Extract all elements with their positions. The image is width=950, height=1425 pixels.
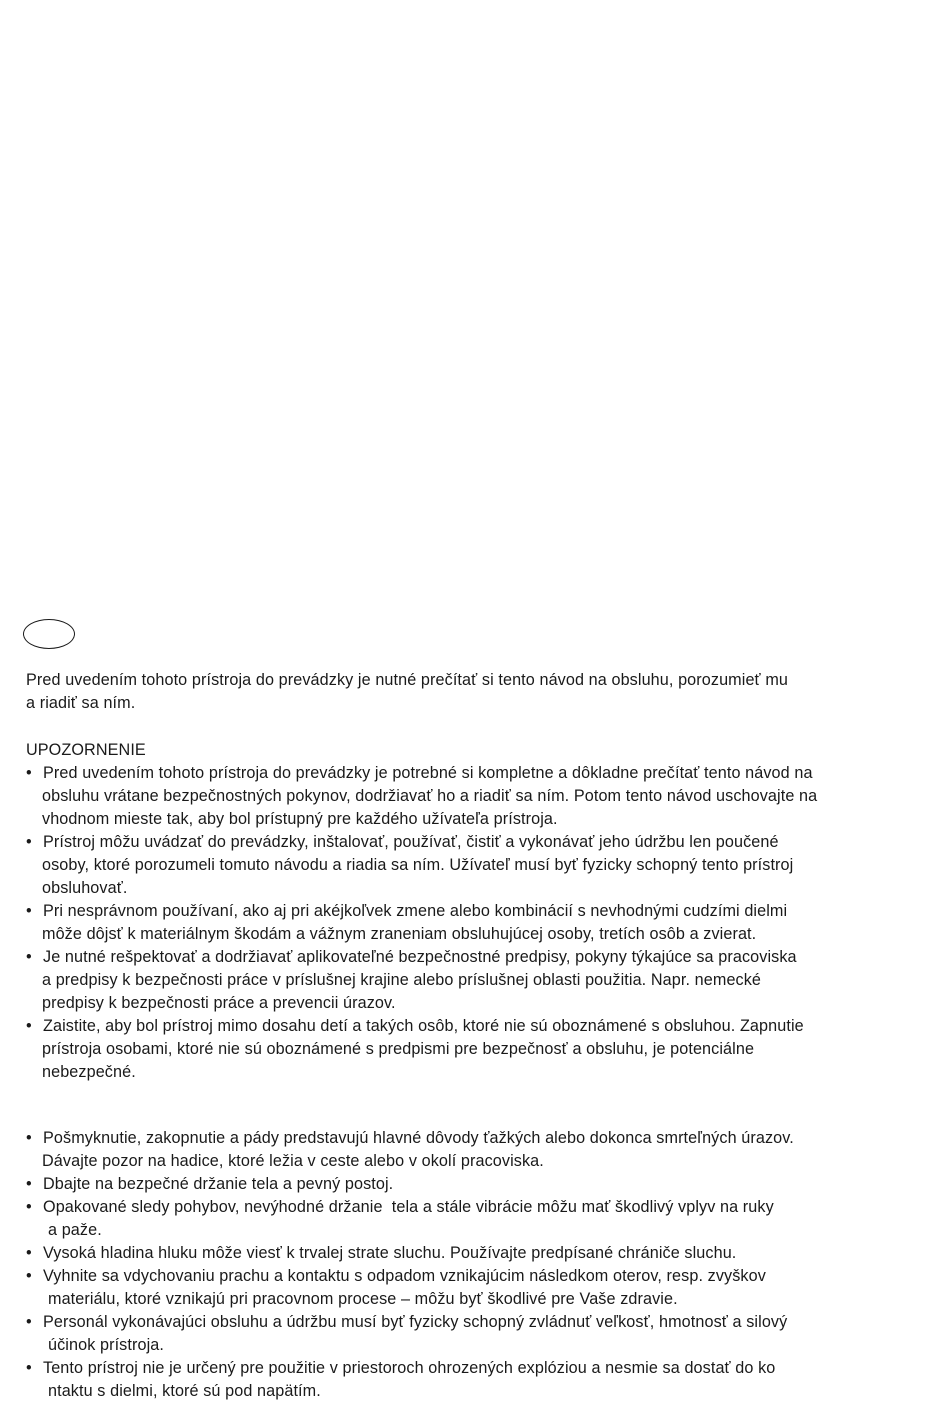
list-item-text: nebezpečné.	[42, 1063, 136, 1081]
list-item	[26, 900, 926, 946]
bullet: •	[26, 1129, 32, 1147]
section-heading: UPOZORNENIE	[26, 741, 146, 759]
list-item-text: obsluhovať.	[42, 879, 128, 897]
list-item-text: osoby, ktoré porozumeli tomuto návodu a riadia sa ním. Užívateľ musí byť fyzicky schopný tento prístroj	[42, 856, 794, 874]
list-item	[26, 946, 926, 1015]
list-item-text: prístroja osobami, ktoré nie sú oboznámené s predpismi pre bezpečnosť a obsluhu, je potenciálne	[42, 1040, 755, 1058]
bullet: •	[26, 902, 32, 920]
list-item-text: Opakované sledy pohybov, nevýhodné držanie tela a stále vibrácie môžu mať škodlivý vplyv na ruky	[43, 1198, 774, 1216]
list-item-text: Pred uvedením tohoto prístroja do prevádzky je potrebné si kompletne a dôkladne prečítať tento návod na	[43, 764, 813, 782]
bullet: •	[26, 1313, 32, 1331]
intro-line: Pred uvedením tohoto prístroja do prevádzky je nutné prečítať si tento návod na obsluhu, porozumieť mu	[26, 671, 789, 689]
list-item-text: obsluhu vrátane bezpečnostných pokynov, dodržiavať ho a riadiť sa ním. Potom tento návod uschovajte na	[42, 787, 818, 805]
list-item-text: Vyhnite sa vdychovaniu prachu a kontaktu s odpadom vznikajúcim následkom oterov, resp. zvyškov	[43, 1267, 766, 1285]
list-item	[26, 1196, 926, 1242]
list-item	[26, 1357, 926, 1403]
bullet: •	[26, 764, 32, 782]
list-item-text: účinok prístroja.	[48, 1336, 164, 1354]
list-item-text: Zaistite, aby bol prístroj mimo dosahu detí a takých osôb, ktoré nie sú oboznámené s obsluhou. Zapnutie	[43, 1017, 804, 1035]
list-item-text: Tento prístroj nie je určený pre použitie v priestoroch ohrozených explóziou a nesmie sa dostať do ko	[43, 1359, 776, 1377]
list-item-text: ntaktu s dielmi, ktoré sú pod napätím.	[48, 1382, 321, 1400]
bullet: •	[26, 948, 32, 966]
list-item-text: a paže.	[48, 1221, 102, 1239]
intro-paragraph	[26, 669, 926, 715]
list-item-text: Vysoká hladina hluku môže viesť k trvalej strate sluchu. Používajte predpísané chrániče sluchu.	[43, 1244, 737, 1262]
list-item-text: môže dôjsť k materiálnym škodám a vážnym zraneniam obsluhujúcej osoby, tretích osôb a zvierat.	[42, 925, 757, 943]
list-item-text: Pri nesprávnom používaní, ako aj pri akéjkoľvek zmene alebo kombinácií s nevhodnými cudzími dielmi	[43, 902, 788, 920]
list-item	[26, 762, 926, 831]
list-item	[26, 1015, 926, 1084]
list-item	[26, 831, 926, 900]
warning-list	[26, 762, 926, 1084]
list-item-text: Dbajte na bezpečné držanie tela a pevný postoj.	[43, 1175, 394, 1193]
list-item-text: Pošmyknutie, zakopnutie a pády predstavujú hlavné dôvody ťažkých alebo dokonca smrteľných úrazov.	[43, 1129, 794, 1147]
list-item	[26, 1127, 926, 1173]
warning-heading	[26, 739, 926, 762]
list-item	[26, 1311, 926, 1357]
list-item-text: Je nutné rešpektovať a dodržiavať aplikovateľné bezpečnostné predpisy, pokyny týkajúce sa pracoviska	[43, 948, 797, 966]
bullet: •	[26, 1017, 32, 1035]
list-item-text: Dávajte pozor na hadice, ktoré ležia v ceste alebo v okolí pracoviska.	[42, 1152, 544, 1170]
list-item-text: Prístroj môžu uvádzať do prevádzky, inštalovať, používať, čistiť a vykonávať jeho údržbu len poučené	[43, 833, 779, 851]
list-item-text: materiálu, ktoré vznikajú pri pracovnom procese – môžu byť škodlivé pre Vaše zdravie.	[48, 1290, 678, 1308]
list-item-text: vhodnom mieste tak, aby bol prístupný pre každého užívateľa prístroja.	[42, 810, 558, 828]
list-item	[26, 1265, 926, 1311]
list-item-text: predpisy k bezpečnosti práce a prevencii úrazov.	[42, 994, 396, 1012]
list-item	[26, 1173, 926, 1196]
bullet: •	[26, 1198, 32, 1216]
bullet: •	[26, 1244, 32, 1262]
bullet: •	[26, 1175, 32, 1193]
list-item	[26, 1242, 926, 1265]
bullet: •	[26, 1267, 32, 1285]
bullet: •	[26, 1359, 32, 1377]
list-item-text: Personál vykonávajúci obsluhu a údržbu musí byť fyzicky schopný zvládnuť veľkosť, hmotnosť a silový	[43, 1313, 788, 1331]
language-flag-oval	[23, 619, 75, 649]
safety-list	[26, 1127, 926, 1403]
list-item-text: a predpisy k bezpečnosti práce v príslušnej krajine alebo príslušnej oblasti použitia. Napr. nemecké	[42, 971, 762, 989]
bullet: •	[26, 833, 32, 851]
intro-line: a riadiť sa ním.	[26, 694, 136, 712]
